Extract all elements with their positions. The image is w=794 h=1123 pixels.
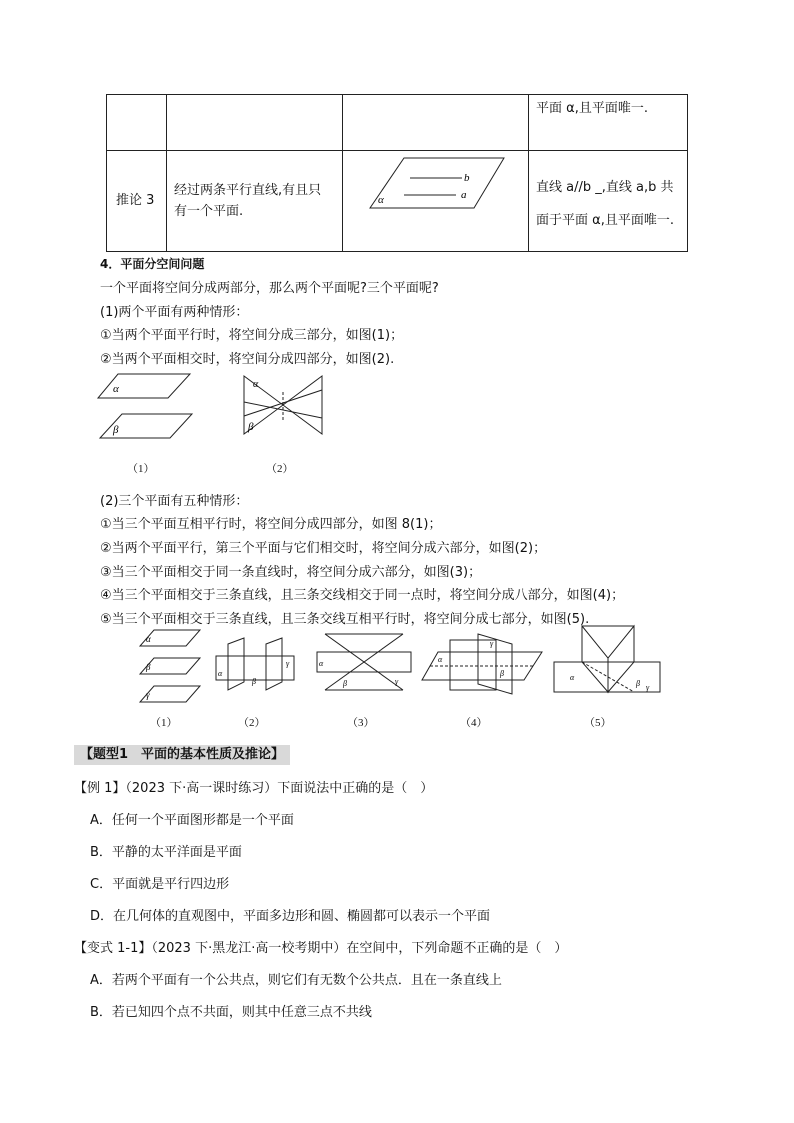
three-planes-caption-2: （2） <box>238 717 266 729</box>
table-row-divider <box>106 150 688 151</box>
alpha-label: α <box>253 379 259 390</box>
svg-text:β: β <box>343 679 347 688</box>
line-b-label: b <box>464 172 470 184</box>
svg-text:γ: γ <box>490 639 494 648</box>
two-planes-caption-1: （1） <box>127 463 155 475</box>
svg-text:α: α <box>218 669 223 678</box>
svg-text:β: β <box>636 679 640 688</box>
two-planes-caption-2: （2） <box>266 463 294 475</box>
three-planes-item-4: ④当三个平面相交于三条直线，且三条交线相交于同一点时，将空间分成八部分，如图(4)； <box>100 588 625 603</box>
three-planes-caption-5: （5） <box>584 717 612 729</box>
svg-text:α: α <box>319 659 324 668</box>
three-planes-item-1: ①当三个平面互相平行时，将空间分成四部分，如图 8(1)； <box>100 517 442 532</box>
svg-text:γ: γ <box>395 677 399 686</box>
svg-text:β: β <box>146 662 151 672</box>
example-1-option-d: D．在几何体的直观图中，平面多边形和圆、椭圆都可以表示一个平面 <box>90 909 491 924</box>
table-col-divider-1 <box>166 94 167 252</box>
corollary-3-symbolic-line2: 面于平面 α,且平面唯一. <box>536 213 674 228</box>
theorem-table <box>106 94 688 252</box>
example-1-option-b: B．平静的太平洋面是平面 <box>90 845 242 860</box>
example-1-stem: 【例 1】（2023 下·高一课时练习）下面说法中正确的是（ ） <box>74 781 434 796</box>
two-planes-title: (1)两个平面有两种情形： <box>100 305 249 320</box>
svg-text:γ: γ <box>146 690 150 700</box>
two-parallel-planes-figure <box>96 370 206 445</box>
table-border-left <box>106 94 107 252</box>
three-planes-caption-1: （1） <box>150 717 178 729</box>
variant-1-1-stem: 【变式 1-1】（2023 下·黑龙江·高一校考期中）在空间中，下列命题不正确的是（ ） <box>74 941 568 956</box>
table-col-divider-3 <box>528 94 529 252</box>
table-border-right <box>687 94 688 252</box>
two-parallel-one-cutting-figure <box>214 636 298 696</box>
section-4-intro: 一个平面将空间分成两部分，那么两个平面呢?三个平面呢? <box>100 281 439 296</box>
table-border-top <box>106 94 688 95</box>
variant-1-1-option-b: B．若已知四个点不共面，则其中任意三点不共线 <box>90 1005 372 1020</box>
corollary-3-statement-line2: 有一个平面. <box>174 204 244 219</box>
beta-label: β <box>113 424 119 436</box>
parallel-lines-plane-figure <box>364 154 514 212</box>
table-col-divider-2 <box>342 94 343 252</box>
svg-text:α: α <box>570 673 575 682</box>
line-a-label: a <box>461 189 467 201</box>
svg-text:β: β <box>500 669 504 678</box>
three-planes-common-point-figure <box>420 632 544 696</box>
example-1-option-a: A．任何一个平面图形都是一个平面 <box>90 813 294 828</box>
three-planes-caption-3: （3） <box>347 717 375 729</box>
two-intersecting-planes-figure <box>238 372 328 444</box>
type-1-header: 【题型1 平面的基本性质及推论】 <box>74 745 290 765</box>
alpha-label: α <box>113 383 119 395</box>
svg-text:γ: γ <box>646 683 650 692</box>
row1-col4-text: 平面 α,且平面唯一. <box>536 101 648 116</box>
three-planes-item-5: ⑤当三个平面相交于三条直线，且三条交线互相平行时，将空间分成七部分，如图(5). <box>100 612 590 627</box>
beta-label: β <box>248 421 254 433</box>
svg-text:β: β <box>252 677 256 686</box>
three-planes-caption-4: （4） <box>460 717 488 729</box>
plane-alpha-label: α <box>378 194 384 206</box>
example-1-option-c: C．平面就是平行四边形 <box>90 877 230 892</box>
svg-text:α: α <box>438 655 443 664</box>
two-planes-item-1: ①当两个平面平行时，将空间分成三部分，如图(1)； <box>100 328 404 343</box>
three-planes-item-2: ②当两个平面平行，第三个平面与它们相交时，将空间分成六部分，如图(2)； <box>100 541 547 556</box>
two-planes-item-2: ②当两个平面相交时，将空间分成四部分，如图(2). <box>100 352 395 367</box>
corollary-3-statement-line1: 经过两条平行直线,有且只 <box>174 183 322 198</box>
table-border-bottom <box>106 251 688 252</box>
corollary-3-label: 推论 3 <box>116 193 155 208</box>
three-parallel-planes-figure <box>136 628 204 706</box>
svg-text:α: α <box>146 634 151 644</box>
three-planes-item-3: ③当三个平面相交于同一条直线时，将空间分成六部分，如图(3)； <box>100 565 482 580</box>
three-planes-title: (2)三个平面有五种情形： <box>100 494 249 509</box>
three-planes-parallel-lines-figure <box>552 624 662 696</box>
corollary-3-symbolic-line1: 直线 a//b _,直线 a,b 共 <box>536 180 674 195</box>
svg-text:γ: γ <box>286 659 290 668</box>
section-4-heading: 4．平面分空间问题 <box>100 257 205 271</box>
three-planes-common-line-figure <box>315 632 413 694</box>
variant-1-1-option-a: A．若两个平面有一个公共点，则它们有无数个公共点．且在一条直线上 <box>90 973 502 988</box>
